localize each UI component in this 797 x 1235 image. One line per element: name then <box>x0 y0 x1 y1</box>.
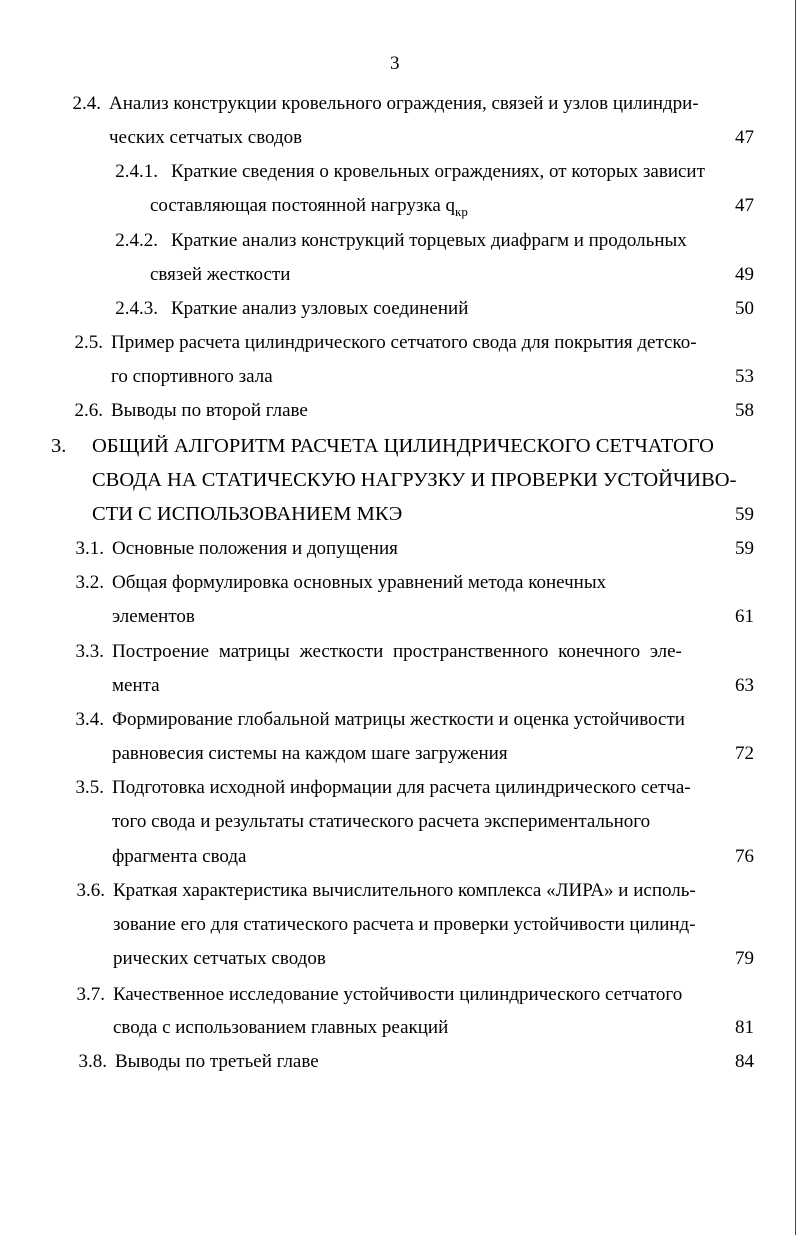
toc-num-3: 3. <box>51 435 67 457</box>
toc-num-3-2: 3.2. <box>75 572 104 593</box>
toc-2-4-3-line1: Краткие анализ узловых соединений <box>171 298 469 319</box>
toc-num-3-3: 3.3. <box>75 641 104 662</box>
page-number: 3 <box>390 53 400 74</box>
toc-num-2-6: 2.6. <box>74 400 103 421</box>
toc-2-4-3-page[interactable]: 50 <box>735 298 754 319</box>
toc-2-4-1-line2: составляющая постоянной нагрузка $q_{кр}$ <box>150 195 468 219</box>
toc-3-5-page[interactable]: 76 <box>735 846 754 867</box>
toc-2-6-page[interactable]: 58 <box>735 400 754 421</box>
toc-2-4-1-page[interactable]: 47 <box>735 195 754 216</box>
toc-num-3-8: 3.8. <box>78 1051 107 1072</box>
toc-3-2-line2: элементов <box>112 606 195 627</box>
toc-3-line2: СВОДА НА СТАТИЧЕСКУЮ НАГРУЗКУ И ПРОВЕРКИ УСТОЙЧИВО- <box>92 469 737 491</box>
toc-3-6-line2: зование его для статического расчета и проверки устойчивости цилинд- <box>113 914 696 935</box>
toc-3-3-page[interactable]: 63 <box>735 675 754 696</box>
toc-3-4-line1: Формирование глобальной матрицы жесткости и оценка устойчивости <box>112 709 685 730</box>
toc-2-4-1-line1: Краткие сведения о кровельных ограждениях, от которых зависит <box>171 161 705 182</box>
toc-3-1-line1: Основные положения и допущения <box>112 538 398 559</box>
toc-num-3-7: 3.7. <box>76 984 105 1005</box>
toc-num-3-5: 3.5. <box>75 777 104 798</box>
toc-2-4-line1: Анализ конструкции кровельного ограждения, связей и узлов цилиндри- <box>109 93 699 114</box>
toc-num-3-1: 3.1. <box>75 538 104 559</box>
toc-3-6-line3: рических сетчатых сводов <box>113 948 326 969</box>
toc-3-2-page[interactable]: 61 <box>735 606 754 627</box>
toc-2-6-line1: Выводы по второй главе <box>111 400 308 421</box>
toc-3-5-line2: того свода и результаты статического расчета экспериментального <box>112 811 651 832</box>
toc-3-2-line1: Общая формулировка основных уравнений метода конечных <box>112 572 607 593</box>
toc-num-2-5: 2.5. <box>74 332 103 353</box>
toc-2-4-2-line2: связей жесткости <box>150 264 291 285</box>
toc-2-4-2-line1: Краткие анализ конструкций торцевых диафрагм и продольных <box>171 230 687 251</box>
toc-3-3-line1: Построение матрицы жесткости пространственного конечного эле- <box>112 641 682 662</box>
toc-3-line1: ОБЩИЙ АЛГОРИТМ РАСЧЕТА ЦИЛИНДРИЧЕСКОГО СЕТЧАТОГО <box>92 435 714 457</box>
toc-num-3-6: 3.6. <box>76 880 105 901</box>
toc-3-5-line3: фрагмента свода <box>112 846 247 867</box>
toc-3-8-line1: Выводы по третьей главе <box>115 1051 319 1072</box>
toc-3-page[interactable]: 59 <box>735 504 754 525</box>
toc-num-2-4-3: 2.4.3. <box>115 298 158 319</box>
toc-3-6-page[interactable]: 79 <box>735 948 754 969</box>
toc-3-4-line2: равновесия системы на каждом шаге загружения <box>112 743 508 764</box>
toc-2-5-line2: го спортивного зала <box>111 366 273 387</box>
toc-3-6-line1: Краткая характеристика вычислительного комплекса «ЛИРА» и исполь- <box>113 880 696 901</box>
toc-3-5-line1: Подготовка исходной информации для расчета цилиндрического сетча- <box>112 777 691 798</box>
toc-2-4-line2: ческих сетчатых сводов <box>109 127 303 148</box>
toc-num-2-4-1: 2.4.1. <box>115 161 158 182</box>
toc-3-1-page[interactable]: 59 <box>735 538 754 559</box>
toc-3-line3: СТИ С ИСПОЛЬЗОВАНИЕМ МКЭ <box>92 503 403 525</box>
toc-2-4-page[interactable]: 47 <box>735 127 754 148</box>
toc-3-7-line1: Качественное исследование устойчивости цилиндрического сетчатого <box>113 984 683 1005</box>
toc-3-3-line2: мента <box>112 675 160 696</box>
toc-3-7-page[interactable]: 81 <box>735 1017 754 1038</box>
toc-2-5-line1: Пример расчета цилиндрического сетчатого свода для покрытия детско- <box>111 332 697 353</box>
toc-3-4-page[interactable]: 72 <box>735 743 754 764</box>
toc-num-2-4-2: 2.4.2. <box>115 230 158 251</box>
toc-2-5-page[interactable]: 53 <box>735 366 754 387</box>
toc-3-7-line2: свода с использованием главных реакций <box>113 1017 449 1038</box>
subscript-kr: кр <box>455 203 468 219</box>
toc-num-3-4: 3.4. <box>75 709 104 730</box>
toc-3-8-page[interactable]: 84 <box>735 1051 754 1072</box>
toc-num-2-4: 2.4. <box>72 93 101 114</box>
toc-2-4-2-page[interactable]: 49 <box>735 264 754 285</box>
page-edge-line <box>795 0 796 1235</box>
